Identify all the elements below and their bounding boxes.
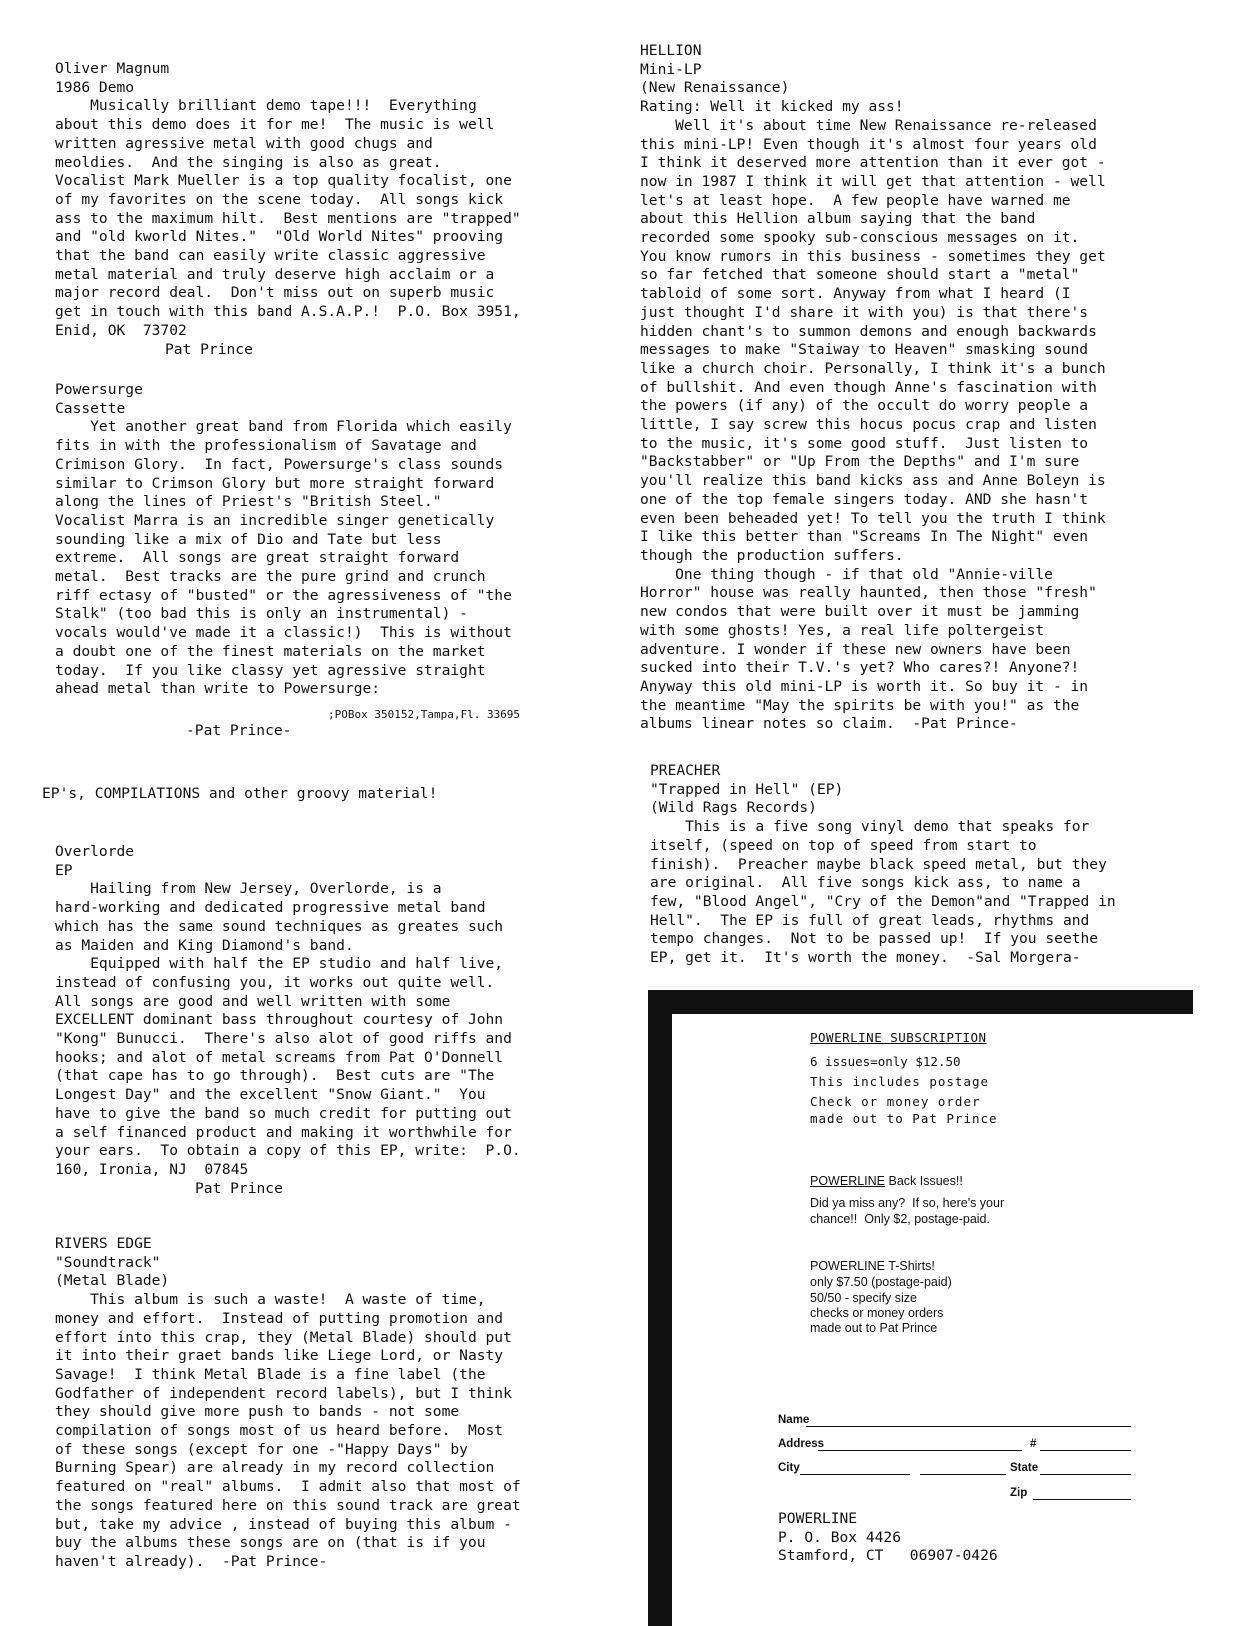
form-label-zip: Zip [1010, 1487, 1028, 1499]
body-line: featured on "real" albums. I admit also that most of [55, 1478, 521, 1496]
body-line: now in 1987 I think it will get that attention - well [640, 172, 1106, 190]
body-line: the powers (if any) of the occult do worry people a [640, 397, 1089, 415]
body-line: hard-working and dedicated progressive metal band [55, 899, 486, 917]
body-line: similar to Crimson Glory but more straight forward [55, 474, 495, 492]
review-format: Cassette [55, 399, 126, 417]
body-line: which has the same sound techniques as greates such [55, 917, 504, 935]
footer-line: P. O. Box 4426 [778, 1528, 902, 1546]
review-format: Mini-LP [640, 60, 702, 78]
state-field[interactable] [1040, 1474, 1131, 1475]
body-line: Burning Spear) are already in my record collection [55, 1459, 495, 1477]
body-line: Horror" house was really haunted, then those "fresh" [640, 584, 1097, 602]
city-field[interactable] [800, 1474, 910, 1475]
review-preacher [650, 762, 1116, 968]
body-line: finish). Preacher maybe black speed metal, but they [650, 855, 1107, 873]
footer-line: POWERLINE [778, 1510, 858, 1527]
review-title: PREACHER [650, 762, 721, 779]
mailing-address [778, 1510, 998, 1566]
body-line: "Backstabber" or "Up From the Depths" and I'm sure [640, 453, 1080, 471]
body-line: to the music, it's some good stuff. Just listen to [640, 434, 1089, 452]
review-body [55, 97, 521, 340]
form-label-number: # [1030, 1438, 1037, 1450]
review-format: 1986 Demo [55, 78, 135, 96]
body-line: your ears. To obtain a copy of this EP, write: P.O. [55, 1142, 521, 1160]
body-line: adventure. I wonder if these new owners have been [640, 640, 1071, 658]
body-line: with some ghosts! Yes, a real life poltergeist [640, 621, 1045, 639]
form-label-city: City [778, 1462, 800, 1474]
review-signature: Pat Prince [195, 1179, 283, 1197]
body-line: the songs featured here on this sound track are great [55, 1496, 521, 1514]
review-subtitle: "Soundtrack" [55, 1253, 161, 1271]
body-line: today. If you like classy yet agressive straight [55, 661, 486, 679]
body-line: sucked into their T.V.'s yet? Who cares?! Anyone?! [640, 659, 1080, 677]
body-line: Yet another great band from Florida which easily [55, 418, 512, 436]
body-line: this mini-LP! Even though it's almost four years old [640, 135, 1097, 153]
body-line: written agressive metal with good chugs and [55, 134, 433, 152]
body-line: they should give more push to bands - not some [55, 1403, 460, 1421]
body-line: of my favorites on the scene today. All songs kick [55, 190, 504, 208]
body-line: metal. Best tracks are the pure grind and crunch [55, 568, 486, 586]
body-line: just thought I'd share it with you) is that there's [640, 303, 1089, 321]
body-line: This album is such a waste! A waste of time, [55, 1291, 486, 1309]
apartment-number-field[interactable] [1040, 1450, 1131, 1451]
body-line: but, take my advice , instead of buying this album - [55, 1515, 512, 1533]
review-body [55, 880, 521, 1179]
body-line: One thing though - if that old "Annie-ville [640, 565, 1053, 583]
subscription-line: Check or money order [810, 1094, 981, 1109]
body-line: Anyway this old mini-LP is worth it. So buy it - in [640, 677, 1089, 695]
body-line: even been beheaded yet! To tell you the truth I think [640, 509, 1106, 527]
body-line: Longest Day" and the excellent "Snow Giant." You [55, 1086, 486, 1104]
review-title: Powersurge [55, 381, 143, 398]
body-line: little, I say screw this hocus pocus crap and listen [640, 416, 1097, 434]
body-line: though the production suffers. [640, 546, 904, 564]
footer-line: Stamford, CT 06907-0426 [778, 1547, 998, 1564]
body-line: riff ectasy of "busted" or the agressiveness of "the [55, 586, 512, 604]
body-line: money and effort. Instead of putting promotion and [55, 1309, 504, 1327]
body-line: a self financed product and making it worthwhile for [55, 1123, 512, 1141]
body-line: Well it's about time New Renaissance re-released [640, 116, 1097, 134]
review-title: HELLION [640, 42, 702, 59]
body-line: like a church choir. Personally, I think it's a bunch [640, 359, 1106, 377]
review-body [55, 1291, 521, 1572]
body-line: ahead metal than write to Powersurge: [55, 680, 381, 698]
body-line: Godfather of independent record labels), but I think [55, 1384, 512, 1402]
subscription-line: made out to Pat Prince [810, 1111, 998, 1126]
body-line: Vocalist Marra is an incredible singer genetically [55, 511, 495, 529]
body-line: of these songs (except for one -"Happy Days" by [55, 1440, 468, 1458]
tshirt-line: 50/50 - specify size [810, 1291, 917, 1305]
body-line: about this demo does it for me! The music is well [55, 116, 495, 134]
review-title: Overlorde [55, 843, 135, 860]
review-body [640, 117, 1106, 734]
review-overlorde [55, 843, 521, 1198]
body-line: recorded some spooky sub-conscious messages on it. [640, 229, 1080, 247]
body-line: Crimison Glory. In fact, Powersurge's class sounds [55, 455, 504, 473]
body-line: extreme. All songs are great straight forward [55, 549, 460, 567]
review-title: Oliver Magnum [55, 60, 170, 77]
body-line: the meantime "May the spirits be with you!" as the [640, 696, 1080, 714]
body-line: compilation of songs most of us heard before. Most [55, 1422, 504, 1440]
review-powersurge [55, 381, 512, 699]
review-rating: Rating: Well it kicked my ass! [640, 98, 904, 116]
review-title: RIVERS EDGE [55, 1235, 152, 1252]
review-label: (Wild Rags Records) [650, 799, 817, 817]
review-body [650, 818, 1116, 968]
body-line: a doubt one of the finest materials on the market [55, 642, 486, 660]
body-line: Savage! I think Metal Blade is a fine label (the [55, 1365, 486, 1383]
review-label: (New Renaissance) [640, 79, 790, 97]
body-line: Musically brilliant demo tape!!! Everything [55, 97, 477, 115]
form-label-name: Name [778, 1414, 810, 1426]
review-oliver-magnum [55, 60, 521, 359]
body-line: itself, (speed on top of speed from start to [650, 836, 1037, 854]
body-line: instead of confusing you, it works out quite well. [55, 973, 495, 991]
body-line: I think it deserved more attention than it ever got - [640, 154, 1106, 172]
back-issues-line: Did ya miss any? If so, here's your [810, 1196, 1005, 1210]
tshirt-line: checks or money orders [810, 1306, 944, 1320]
tshirt-line: made out to Pat Prince [810, 1321, 938, 1335]
body-line: tabloid of some sort. Anyway from what I heard (I [640, 285, 1071, 303]
body-line: EXCELLENT dominant bass throughout courtesy of John [55, 1011, 504, 1029]
body-line: few, "Blood Angel", "Cry of the Demon"and "Trapped in [650, 892, 1116, 910]
body-line: are original. All five songs kick ass, to name a [650, 874, 1081, 892]
body-line: that the band can easily write classic aggressive [55, 247, 486, 265]
back-issues-label: Back Issues!! [885, 1174, 963, 1188]
body-line: new condos that were built over it must be jamming [640, 603, 1080, 621]
body-line: let's at least hope. A few people have warned me [640, 191, 1071, 209]
body-line: Hell". The EP is full of great leads, rhythms and [650, 911, 1090, 929]
powersurge-address: ;POBox 350152,Tampa,Fl. 33695 [328, 708, 521, 721]
section-heading: EP's, COMPILATIONS and other groovy material! [42, 785, 438, 802]
subscription-line: This includes postage [810, 1074, 990, 1089]
review-subtitle: "Trapped in Hell" (EP) [650, 780, 844, 798]
body-line: of bullshit. And even though Anne's fascination with [640, 378, 1097, 396]
body-line: vocals would've made it a classic!) This is without [55, 624, 512, 642]
back-issues-heading [810, 1173, 963, 1189]
review-signature: Pat Prince [165, 340, 253, 358]
body-line: buy the albums these songs are on (that is if you [55, 1534, 486, 1552]
body-line: hidden chant's to summon demons and enough backwards [640, 322, 1097, 340]
body-line: This is a five song vinyl demo that speaks for [650, 818, 1090, 836]
powersurge-signature: -Pat Prince- [186, 722, 292, 739]
body-line: You know rumors in this business - sometimes they get [640, 247, 1106, 265]
body-line: effort into this crap, they (Metal Blade) should put [55, 1328, 512, 1346]
city-field-extra[interactable] [920, 1474, 1006, 1475]
body-line: and "old kworld Nites." "Old World Nites" prooving [55, 228, 504, 246]
body-line: metal material and truly deserve high acclaim or a [55, 265, 495, 283]
body-line: major record deal. Don't miss out on superb music [55, 284, 495, 302]
body-line: Enid, OK 73702 [55, 321, 187, 339]
tshirt-line: only $7.50 (postage-paid) [810, 1275, 952, 1289]
review-rivers-edge [55, 1235, 521, 1572]
body-line: Hailing from New Jersey, Overlorde, is a [55, 880, 442, 898]
body-line: about this Hellion album saying that the band [640, 210, 1036, 228]
address-field[interactable] [818, 1450, 1022, 1451]
body-line: Stalk" (too bad this is only an instrumental) - [55, 605, 468, 623]
body-line: so far fetched that someone should start a "metal" [640, 266, 1080, 284]
body-line: fits in with the professionalism of Savatage and [55, 437, 477, 455]
body-line: along the lines of Priest's "British Steel." [55, 493, 442, 511]
tshirt-line: POWERLINE T-Shirts! [810, 1259, 935, 1273]
back-issues-line: chance!! Only $2, postage-paid. [810, 1212, 990, 1226]
body-line: as Maiden and King Diamond's band. [55, 936, 354, 954]
name-field[interactable] [806, 1426, 1131, 1427]
body-line: haven't already). -Pat Prince- [55, 1552, 328, 1570]
body-line: tempo changes. Not to be passed up! If you seethe [650, 930, 1099, 948]
review-label: (Metal Blade) [55, 1272, 170, 1290]
body-line: "Kong" Bunucci. There's also alot of good riffs and [55, 1030, 512, 1048]
body-line: have to give the band so much credit for putting out [55, 1104, 512, 1122]
body-line: sounding like a mix of Dio and Tate but less [55, 530, 442, 548]
body-line: it into their graet bands like Liege Lord, or Nasty [55, 1347, 504, 1365]
subscription-line: 6 issues=only $12.50 [810, 1054, 961, 1069]
body-line: albums linear notes so claim. -Pat Prince- [640, 715, 1018, 733]
body-line: meoldies. And the singing is also as great. [55, 153, 442, 171]
body-line: hooks; and alot of metal screams from Pat O'Donnell [55, 1048, 504, 1066]
form-label-state: State [1010, 1462, 1039, 1474]
body-line: Equipped with half the EP studio and half live, [55, 955, 504, 973]
body-line: (that cape has to go through). Best cuts are "The [55, 1067, 495, 1085]
zip-field[interactable] [1033, 1499, 1131, 1500]
review-body [55, 418, 512, 699]
review-format: EP [55, 861, 73, 879]
body-line: get in touch with this band A.S.A.P.! P.O. Box 3951, [55, 303, 521, 321]
body-line: Vocalist Mark Mueller is a top quality focalist, one [55, 172, 512, 190]
subscription-heading: POWERLINE SUBSCRIPTION [810, 1030, 987, 1045]
back-issues-brand: POWERLINE [810, 1174, 886, 1188]
body-line: I like this better than "Screams In The Night" even [640, 528, 1089, 546]
body-line: messages to make "Staiway to Heaven" smasking sound [640, 341, 1089, 359]
body-line: ass to the maximum hilt. Best mentions are "trapped" [55, 209, 521, 227]
body-line: you'll realize this band kicks ass and Anne Boleyn is [640, 472, 1106, 490]
body-line: 160, Ironia, NJ 07845 [55, 1160, 249, 1178]
form-label-address: Address [778, 1438, 825, 1450]
body-line: All songs are good and well written with some [55, 992, 451, 1010]
body-line: EP, get it. It's worth the money. -Sal Morgera- [650, 949, 1081, 967]
review-hellion [640, 42, 1106, 734]
body-line: one of the top female singers today. AND she hasn't [640, 490, 1089, 508]
